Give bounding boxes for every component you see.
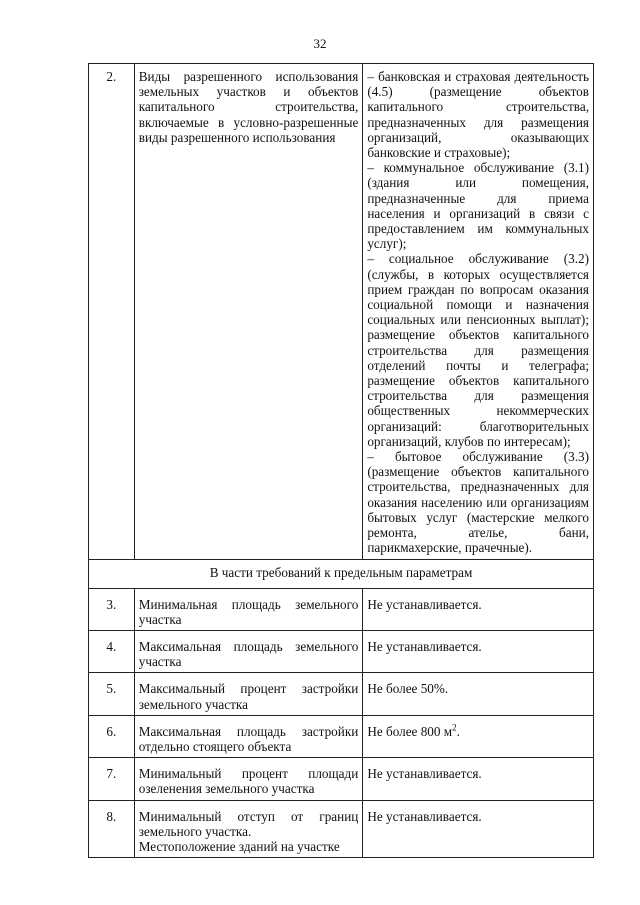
row-number: 7. bbox=[89, 758, 135, 800]
parameter-value bbox=[363, 715, 594, 757]
table-row bbox=[89, 758, 594, 800]
parameter-name-line: Минимальный отступ от границ земельного участка. bbox=[138, 808, 359, 839]
table-row bbox=[89, 800, 594, 858]
value-tail: . bbox=[456, 723, 460, 739]
table-row bbox=[89, 64, 594, 560]
parameter-name: Максимальный процент застройки земельного участка bbox=[134, 673, 363, 715]
value-item: – банковская и страховая деятельность (4.5) (размещение объектов капитального строительства, предназначенных для размещения организаций, оказывающих банковские и страховые); bbox=[367, 69, 589, 161]
row-number: 4. bbox=[89, 630, 135, 672]
value-superscript: 2 bbox=[452, 722, 457, 733]
table-row bbox=[89, 715, 594, 757]
value-item: – коммунальное обслуживание (3.1) (здания или помещения, предназначенные для приема населения и организаций в связи с предоставлением им коммунальных услуг); bbox=[367, 160, 589, 252]
parameter-name bbox=[134, 800, 363, 858]
value-item: – социальное обслуживание (3.2) (службы, в которых осуществляется прием граждан по вопросам оказания социальной помощи и назначения социальных или пенсионных выплат); размещение объектов капитального строительства для размещения отделений почты и телеграфа; размещение объектов капитального строительства для размещения общественных некоммерческих организаций: благотворительных организаций, клубов по интересам); bbox=[367, 251, 589, 449]
value-text: Не более 800 м bbox=[367, 723, 453, 739]
parameter-value: Не устанавливается. bbox=[363, 588, 594, 630]
table-row bbox=[89, 673, 594, 715]
parameter-name: Виды разрешенного использования земельных участков и объектов капитального строительства, включаемые в условно-разрешенные виды разрешенного использования bbox=[134, 64, 363, 560]
row-number: 3. bbox=[89, 588, 135, 630]
parameter-value bbox=[363, 64, 594, 560]
page-number: 32 bbox=[313, 36, 327, 51]
section-header: В части требований к предельным параметрам bbox=[89, 559, 594, 588]
table-row bbox=[89, 630, 594, 672]
parameter-value: Не устанавливается. bbox=[363, 630, 594, 672]
parameter-name: Максимальная площадь земельного участка bbox=[134, 630, 363, 672]
row-number: 6. bbox=[89, 715, 135, 757]
parameter-name-extra: Местоположение зданий на участке bbox=[138, 838, 340, 854]
parameter-name: Минимальный процент площади озеленения земельного участка bbox=[134, 758, 363, 800]
section-header-row bbox=[89, 559, 594, 588]
parameter-value: Не более 50%. bbox=[363, 673, 594, 715]
parameter-value: Не устанавливается. bbox=[363, 758, 594, 800]
value-item: – бытовое обслуживание (3.3) (размещение объектов капитального строительства, предназначенных для оказания населению или организациям бытовых услуг (мастерские мелкого ремонта, ателье, бани, парикмахерские, прачечные). bbox=[367, 449, 589, 556]
row-number: 5. bbox=[89, 673, 135, 715]
row-number: 2. bbox=[89, 64, 135, 560]
row-number: 8. bbox=[89, 800, 135, 858]
parameter-name: Максимальная площадь застройки отдельно стоящего объекта bbox=[134, 715, 363, 757]
regulations-table bbox=[88, 63, 594, 858]
table-row bbox=[89, 588, 594, 630]
parameter-name: Минимальная площадь земельного участка bbox=[134, 588, 363, 630]
parameter-value: Не устанавливается. bbox=[363, 800, 594, 858]
